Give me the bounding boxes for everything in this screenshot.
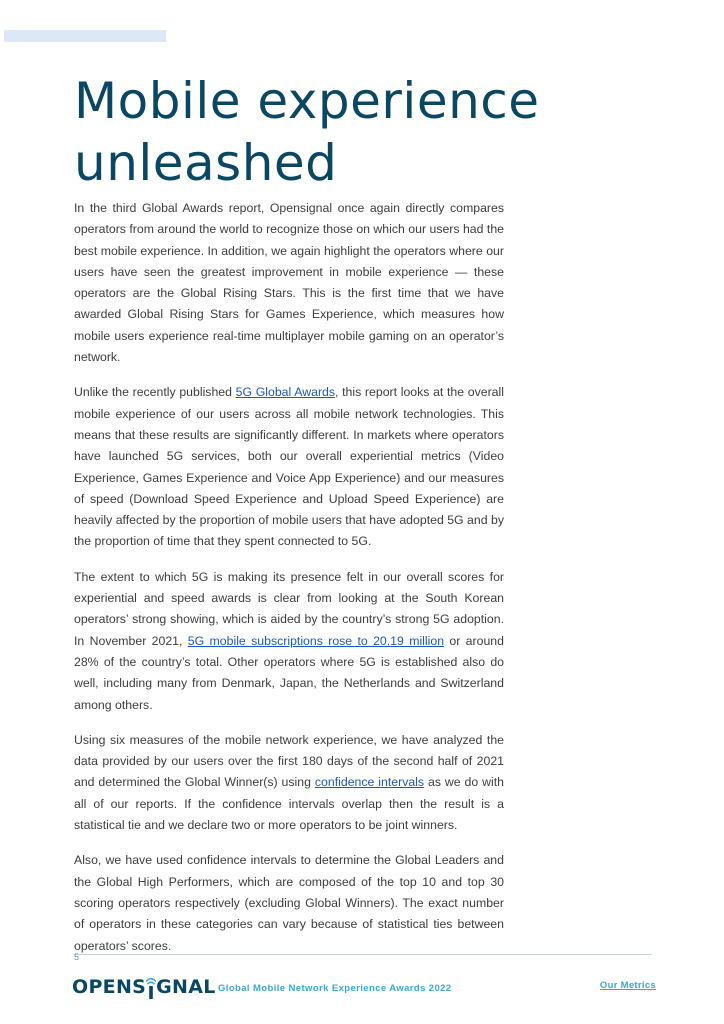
footer-report-title: Global Mobile Network Experience Awards 2022 <box>218 983 452 994</box>
signal-icon <box>146 976 156 1000</box>
link-5g-global-awards[interactable]: 5G Global Awards <box>235 385 336 400</box>
opensignal-logo <box>72 974 216 1000</box>
link-5g-subscriptions[interactable]: 5G mobile subscriptions rose to 20.19 million <box>187 633 445 648</box>
link-confidence-intervals[interactable]: confidence intervals <box>314 775 425 790</box>
footer-divider <box>74 954 652 955</box>
paragraph-1: In the third Global Awards report, Opensignal once again directly compares operators from around the world to recognize those on which our users had the best mobile experience. In addition, we again highlight the operators where our users have seen the greatest improvement in mobile experience — these operators are the Global Rising Stars. This is the first time that we have awarded Global Rising Stars for Games Experience, which measures how mobile users experience real-time multiplayer mobile gaming on an operator’s network. <box>74 201 504 365</box>
paragraph-3-text-a: The extent to which 5G is making its presence felt in our overall scores for experiential and speed awards is clear from looking at the South Korean operators’ strong showing, which is aided by the country’s strong 5G adoption. In November 2021, <box>74 569 504 648</box>
page-title: Mobile experience unleashed <box>74 72 540 192</box>
paragraph-2-text-a: Unlike the recently published <box>74 385 236 400</box>
paragraph-2 <box>74 382 504 552</box>
logo-text-left: OPENS <box>72 976 147 998</box>
body-text <box>74 198 504 971</box>
logo-text-right: GNAL <box>156 976 216 998</box>
paragraph-4-text-a: Using six measures of the mobile network experience, we have analyzed the data provided by our users over the first 180 days of the second half of 2021 and determined the Global Winner(s) using <box>74 732 504 790</box>
paragraph-4 <box>74 730 504 836</box>
paragraph-4-text-b: as we do with all of our reports. If the confidence intervals overlap then the result is a statistical tie and we declare two or more operators to be joint winners. <box>74 775 504 833</box>
paragraph-3 <box>74 567 504 716</box>
paragraph-2-text-b: , this report looks at the overall mobile experience of our users across all mobile network technologies. This means that these results are significantly different. In markets where operators have launched 5G services, both our overall experiential metrics (Video Experience, Games Experience and Voice App Experience) and our measures of speed (Download Speed Experience and Upload Speed Experience) are heavily affected by the proportion of mobile users that have adopted 5G and by the proportion of time that they spent connected to 5G. <box>74 385 504 549</box>
paragraph-5: Also, we have used confidence intervals to determine the Global Leaders and the Global High Performers, which are composed of the top 10 and top 30 scoring operators respectively (excluding Global Winners). The exact number of operators in these categories can vary because of statistical ties between operators’ scores. <box>74 853 504 953</box>
page-number: 5 <box>74 952 80 962</box>
header-tab <box>4 30 166 42</box>
our-metrics-link[interactable]: Our Metrics <box>599 980 656 991</box>
paragraph-3-text-b: or around 28% of the country’s total. Other operators where 5G is established also do well, including many from Denmark, Japan, the Netherlands and Switzerland among others. <box>74 633 504 712</box>
